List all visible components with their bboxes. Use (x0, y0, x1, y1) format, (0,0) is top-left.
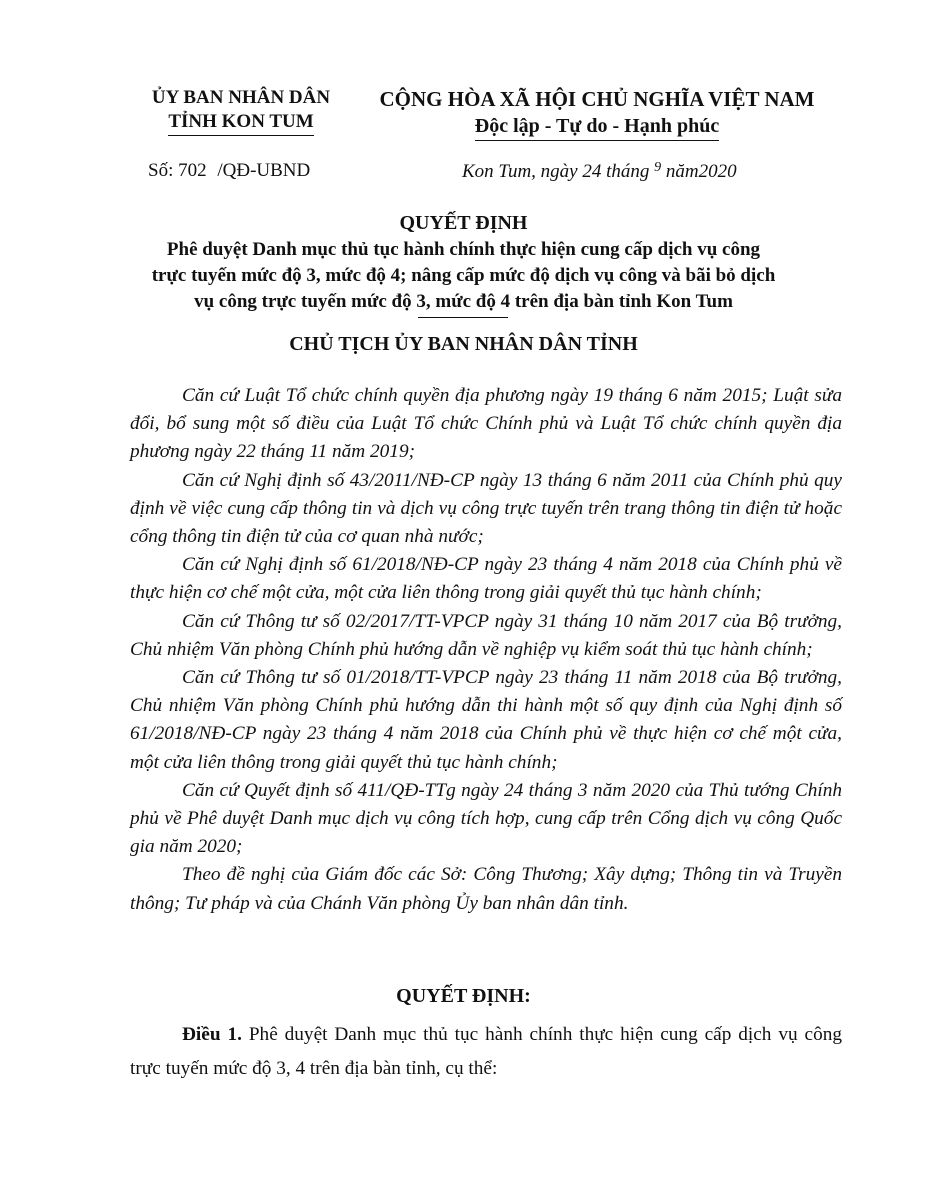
date-year: 2020 (698, 161, 737, 182)
place-and-date: Kon Tum, ngày 24 tháng $^9$ năm2020 (462, 160, 737, 182)
basis-paragraph: Căn cứ Thông tư số 02/2017/TT-VPCP ngày 31 tháng 10 năm 2017 của Bộ trưởng, Chủ nhiệm Văn phòng Chính phủ hướng dẫn về nghiệp vụ kiểm soát thủ tục hành chính; (130, 610, 842, 660)
date-day: 24 (582, 161, 602, 182)
subject-line-3: vụ công trực tuyến mức độ 3, mức độ 4 trên địa bàn tỉnh Kon Tum (194, 291, 733, 312)
article-1 (130, 1018, 842, 1086)
decision-heading: QUYẾT ĐỊNH: (396, 985, 531, 1007)
article-1-label: Điều 1. (182, 1024, 242, 1045)
country-name: CỘNG HÒA XÃ HỘI CHỦ NGHĨA VIỆT NAM (379, 87, 815, 111)
national-header (362, 86, 832, 141)
agency-name: ỦY BAN NHÂN DÂN (151, 87, 331, 108)
document-number: Số: 702 /QĐ-UBND (148, 160, 311, 181)
title-divider (418, 317, 508, 318)
national-motto: Độc lập - Tự do - Hạnh phúc (475, 113, 719, 141)
basis-paragraph: Căn cứ Quyết định số 411/QĐ-TTg ngày 24 tháng 3 năm 2020 của Thủ tướng Chính phủ về Phê duyệt Danh mục dịch vụ công tích hợp, cung cấp trên Cổng dịch vụ công Quốc gia năm 2020; (130, 779, 842, 858)
basis-paragraph: Căn cứ Nghị định số 61/2018/NĐ-CP ngày 23 tháng 4 năm 2018 của Chính phủ về thực hiện cơ chế một cửa, một cửa liên thông trong giải quyết thủ tục hành chính; (130, 554, 842, 604)
agency-province: TỈNH KON TUM (168, 110, 313, 136)
basis-paragraph: Căn cứ Thông tư số 01/2018/TT-VPCP ngày 23 tháng 11 năm 2018 của Bộ trưởng, Chủ nhiệm Văn phòng Chính phủ hướng dẫn thi hành một số quy định của Nghị định số 61/2018/NĐ-CP ngày 23 tháng 4 năm 2018 của Chính phủ về thực hiện cơ chế một cửa, một cửa liên thông trong giải quyết thủ tục hành chính; (130, 667, 842, 773)
basis-paragraph: Căn cứ Luật Tổ chức chính quyền địa phương ngày 19 tháng 6 năm 2015; Luật sửa đổi, bổ sung một số điều của Luật Tổ chức Chính phủ và Luật Tổ chức chính quyền địa phương ngày 22 tháng 11 năm 2019; (130, 385, 842, 463)
basis-paragraph: Theo đề nghị của Giám đốc các Sở: Công Thương; Xây dựng; Thông tin và Truyền thông; Tư pháp và của Chánh Văn phòng Ủy ban nhân dân tỉnh. (130, 864, 842, 914)
subject-line-1: Phê duyệt Danh mục thủ tục hành chính thực hiện cung cấp dịch vụ công (166, 239, 761, 260)
document-title (100, 210, 827, 315)
document-kind: QUYẾT ĐỊNH (399, 212, 528, 234)
article-1-text: Phê duyệt Danh mục thủ tục hành chính thực hiện cung cấp dịch vụ công trực tuyến mức độ 3, 4 trên địa bàn tỉnh, cụ thể: (130, 1024, 843, 1079)
legal-basis (130, 382, 842, 918)
issuing-authority: CHỦ TỊCH ỦY BAN NHÂN DÂN TỈNH (289, 333, 638, 355)
date-month: 9 (654, 160, 662, 175)
issuing-agency (132, 86, 350, 136)
basis-paragraph: Căn cứ Nghị định số 43/2011/NĐ-CP ngày 13 tháng 6 năm 2011 của Chính phủ quy định về việc cung cấp thông tin và dịch vụ công trực tuyến trên trang thông tin điện tử hoặc cổng thông tin điện tử của cơ quan nhà nước; (130, 469, 842, 548)
document-number-value: 702 (178, 160, 207, 181)
subject-line-2: trực tuyến mức độ 3, mức độ 4; nâng cấp mức độ dịch vụ công và bãi bỏ dịch (151, 265, 776, 286)
